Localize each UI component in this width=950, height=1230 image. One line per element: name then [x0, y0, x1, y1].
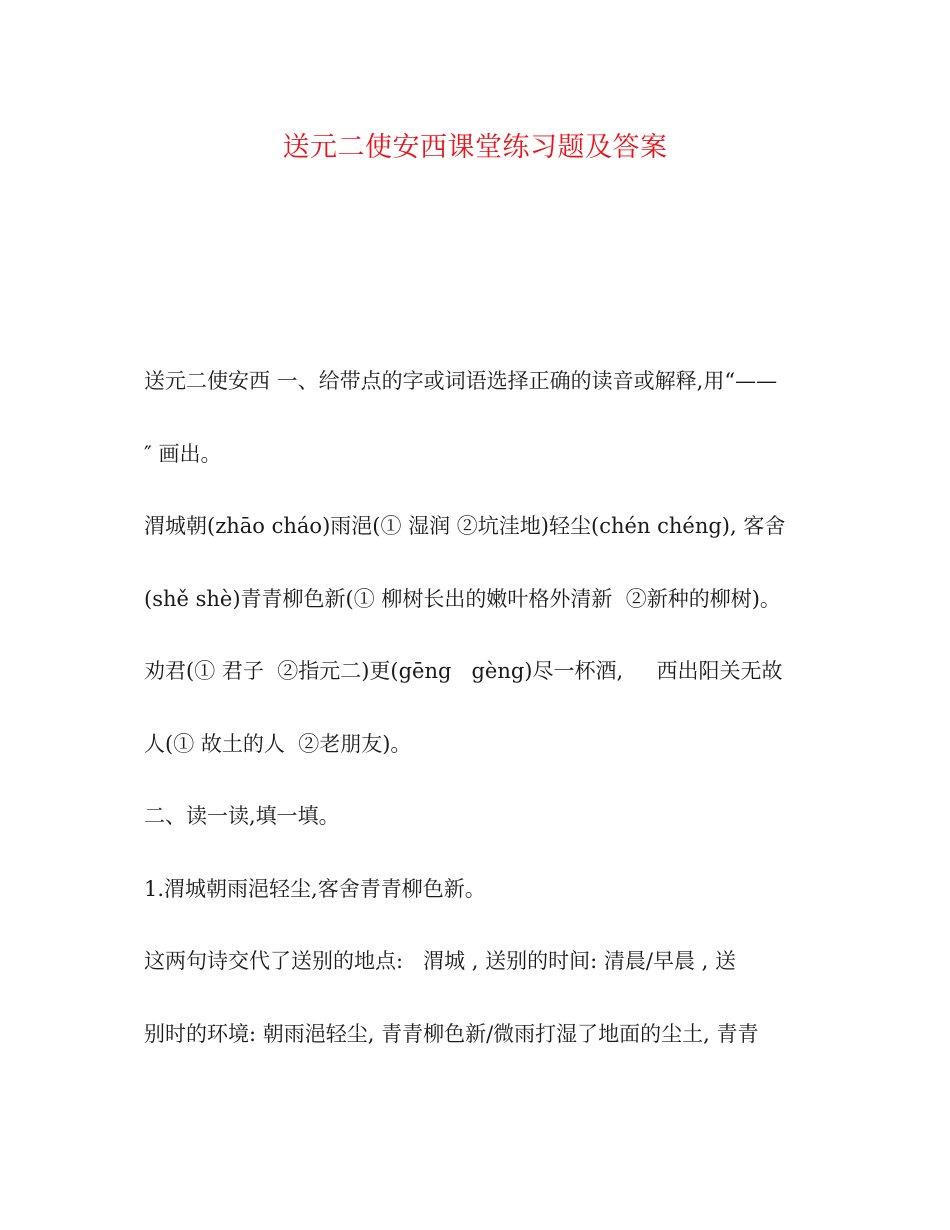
text-line: 1.渭城朝雨浥轻尘,客舍青青柳色新。	[144, 876, 486, 901]
text-line: 劝君(① 君子 ②指元二)更(gēng gèng)尽一杯酒, 西出阳关无故	[144, 659, 783, 683]
document-title: 送元二使安西课堂练习题及答案	[282, 132, 668, 163]
text-line: 这两句诗交代了送别的地点: 渭城 , 送别的时间: 清晨/早晨 , 送	[144, 949, 736, 973]
text-line: 送元二使安西 一、给带点的字或词语选择正确的读音或解释,用“——	[144, 369, 778, 393]
text-line: 渭城朝(zhāo cháo)雨浥(① 湿润 ②坑洼地)轻尘(chén chéng), 客舍	[144, 514, 786, 538]
text-line: ″ 画出。	[144, 441, 222, 466]
document-body	[144, 365, 809, 1090]
section-heading: 二、读一读,填一填。	[144, 804, 340, 828]
text-line: 别时的环境: 朝雨浥轻尘, 青青柳色新/微雨打湿了地面的尘土, 青青	[144, 1021, 759, 1046]
text-line: (shě shè)青青柳色新(① 柳树长出的嫩叶格外清新 ②新种的柳树)。	[144, 586, 781, 611]
text-line: 人(① 故土的人 ②老朋友)。	[144, 731, 412, 756]
